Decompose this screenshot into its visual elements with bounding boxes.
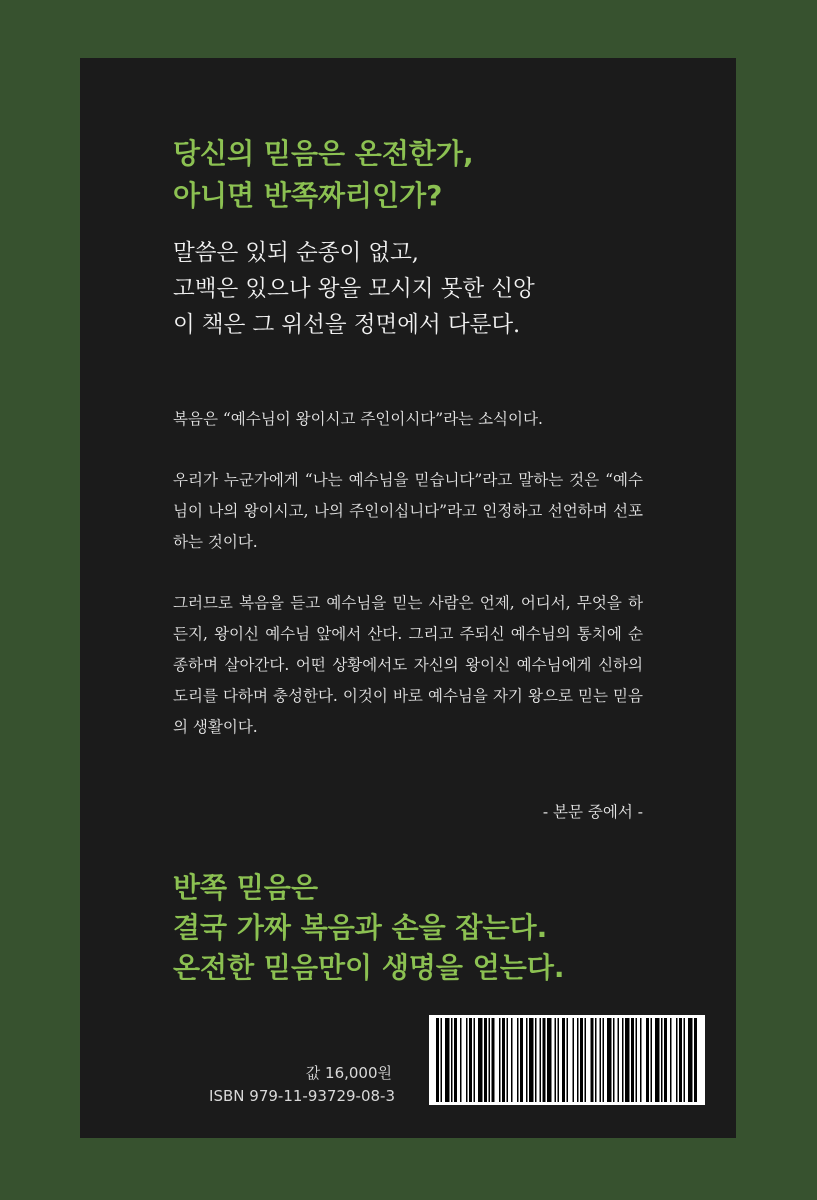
barcode-bar (661, 1018, 663, 1102)
barcode-bar (670, 1018, 672, 1102)
barcode-bar (651, 1018, 653, 1102)
barcode-bar (631, 1018, 634, 1102)
barcode-bar (529, 1018, 534, 1102)
barcode-bar (451, 1018, 453, 1102)
barcode-bar (466, 1018, 468, 1102)
barcode-bar (655, 1018, 660, 1102)
headline-line: 당신의 믿음은 온전한가, (173, 137, 474, 170)
barcode-bar (535, 1018, 537, 1102)
back-cover-panel (80, 58, 736, 1138)
barcode-bar (636, 1018, 638, 1102)
barcode-bar (603, 1018, 605, 1102)
barcode-bar (622, 1018, 624, 1102)
barcode-bar (580, 1018, 583, 1102)
barcode-bar (664, 1018, 667, 1102)
barcode-bar (543, 1018, 546, 1102)
barcode-bar (441, 1018, 443, 1102)
barcode-bar (555, 1018, 557, 1102)
barcode-bar (454, 1018, 457, 1102)
barcode-bar (520, 1018, 523, 1102)
barcode-bar (526, 1018, 528, 1102)
barcode-bar (577, 1018, 579, 1102)
body-paragraph-3: 그러므로 복음을 듣고 예수님을 믿는 사람은 언제, 어디서, 무엇을 하든지, 왕이신 예수님 앞에서 산다. 그리고 주되신 예수님의 통치에 순종하며 살아간다. 어떤 상황에서도 자신의 왕이신 예수님에게 신하의 도리를 다하며 충성한다. 이것이 바로 예수님을 자기 왕으로 믿는 믿음의 생활이다. (173, 594, 643, 736)
barcode-bar (684, 1018, 686, 1102)
barcode-bar (562, 1018, 565, 1102)
barcode-bar (607, 1018, 612, 1102)
barcode-bar (517, 1018, 519, 1102)
barcode-bar (694, 1018, 697, 1102)
closing-line: 결국 가짜 복음과 손을 잡는다. (173, 911, 548, 944)
barcode-bar (676, 1018, 678, 1102)
barcode-bar (646, 1018, 649, 1102)
barcode-bar (640, 1018, 642, 1102)
barcode-bar (469, 1018, 472, 1102)
barcode-graphic (429, 1015, 705, 1105)
barcode-bar (558, 1018, 560, 1102)
barcode-bar (595, 1018, 597, 1102)
source-note: - 본문 중에서 - (542, 803, 643, 821)
intro-text (173, 235, 693, 343)
barcode-bar (474, 1018, 476, 1102)
barcode-bar (436, 1018, 439, 1102)
barcode-bar (511, 1018, 513, 1102)
barcode-bar (585, 1018, 587, 1102)
barcode-bar (502, 1018, 505, 1102)
barcode-bar (445, 1018, 450, 1102)
barcode-bar (478, 1018, 483, 1102)
barcode-bar (507, 1018, 509, 1102)
barcode-bar (600, 1018, 602, 1102)
body-paragraph-2: 우리가 누군가에게 “나는 예수님을 믿습니다”라고 말하는 것은 “예수님이 나의 왕이시고, 나의 주인이십니다”라고 인정하고 선언하며 선포하는 것이다. (173, 471, 643, 551)
barcode-bar (489, 1018, 491, 1102)
barcode-bar (540, 1018, 542, 1102)
body-paragraph-1: 복음은 “예수님이 왕이시고 주인이시다”라는 소식이다. (173, 410, 543, 428)
barcode (429, 1015, 705, 1105)
barcode-bar (484, 1018, 487, 1102)
barcode-bar (547, 1018, 552, 1102)
barcode-bar (499, 1018, 501, 1102)
barcode-bar (492, 1018, 495, 1102)
barcode-bar (618, 1018, 620, 1102)
barcode-bar (567, 1018, 569, 1102)
intro-line: 말씀은 있되 순종이 없고, (173, 240, 419, 266)
headline-line: 아니면 반쪽짜리인가? (173, 179, 443, 212)
intro-line: 이 책은 그 위선을 정면에서 다룬다. (173, 312, 521, 338)
isbn-label: ISBN 979-11-93729-08-3 (209, 1087, 395, 1105)
closing-statement (173, 868, 693, 988)
headline (173, 133, 693, 217)
barcode-bar (688, 1018, 693, 1102)
intro-line: 고백은 있으나 왕을 모시지 못한 신앙 (173, 276, 535, 302)
barcode-bar (679, 1018, 682, 1102)
barcode-bar (460, 1018, 462, 1102)
barcode-bar (573, 1018, 575, 1102)
barcode-bar (625, 1018, 630, 1102)
barcode-bar (591, 1018, 594, 1102)
price-label: 값 16,000원 (305, 1064, 392, 1082)
closing-line: 반쪽 믿음은 (173, 871, 318, 904)
barcode-bar (613, 1018, 615, 1102)
closing-line: 온전한 믿음만이 생명을 얻는다. (173, 951, 565, 984)
